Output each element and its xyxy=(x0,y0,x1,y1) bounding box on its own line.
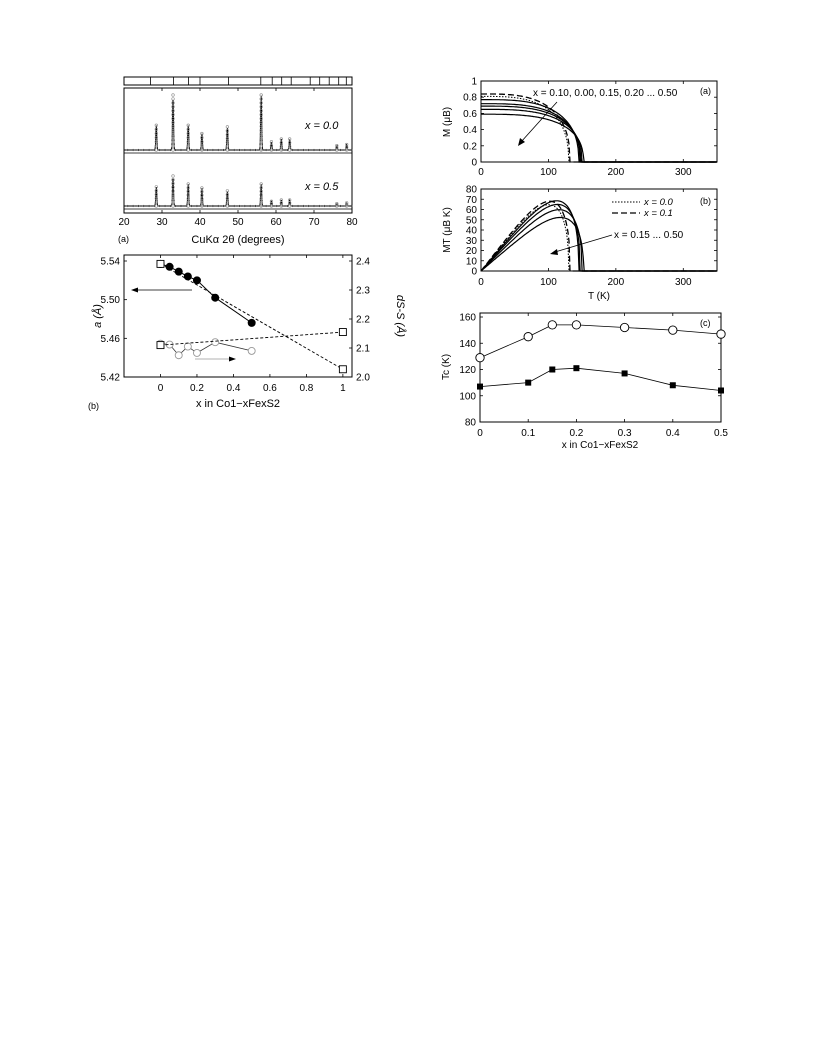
tc-point-circle xyxy=(476,353,484,361)
mag-annotation-arrow xyxy=(518,102,557,146)
lattice-series xyxy=(156,260,346,373)
lattice-y-left-tick-label: 5.46 xyxy=(100,333,120,345)
lattice-y-left-label: a (Å) xyxy=(92,304,104,328)
xrd-x-tick-label: 70 xyxy=(308,217,320,228)
tc-panel-label: (c) xyxy=(700,318,711,328)
tc-x-tick-label: 0.1 xyxy=(521,428,536,439)
xrd-observed-point xyxy=(226,126,229,129)
lattice-point-square xyxy=(339,366,346,373)
xrd-tick-strip xyxy=(124,77,352,85)
tc-guide-line-0 xyxy=(480,325,721,358)
mt-y-tick-label: 30 xyxy=(465,235,477,247)
mag-curve-6 xyxy=(481,114,717,162)
lattice-y-right-tick-label: 2.1 xyxy=(356,343,370,355)
mag-y-tick-label: 0.6 xyxy=(463,108,477,120)
xrd-observed-point xyxy=(172,94,175,97)
tc-x-tick-label: 0.4 xyxy=(665,428,680,439)
mag-x-tick-label: 100 xyxy=(540,167,557,178)
xrd-x-tick-label: 40 xyxy=(194,217,206,228)
lattice-point-dss xyxy=(175,352,182,359)
lattice-point-square xyxy=(339,329,346,336)
xrd-x-tick-label: 20 xyxy=(118,217,130,228)
tc-guide-line-1 xyxy=(480,368,721,390)
magnetization-panel xyxy=(442,77,717,179)
xrd-x-tick-label: 50 xyxy=(232,217,244,228)
tc-panel xyxy=(441,313,728,452)
xrd-x-tick-label: 80 xyxy=(346,217,358,228)
lattice-point-dss xyxy=(184,343,191,350)
mag-y-tick-label: 0.2 xyxy=(463,141,477,153)
tc-point-square xyxy=(573,365,579,371)
tc-plot-frame xyxy=(480,313,721,422)
mt-x-axis-label: T (K) xyxy=(587,291,611,302)
mag-curve-1 xyxy=(481,96,717,162)
mt-y-axis-label: MT (μB K) xyxy=(442,207,453,253)
xrd-bragg-ticks xyxy=(151,77,347,85)
lattice-ticks xyxy=(101,255,371,394)
tc-x-axis-label: x in Co1−xFexS2 xyxy=(561,440,639,451)
mt-y-tick-label: 60 xyxy=(465,205,477,216)
tc-y-tick-label: 120 xyxy=(459,365,476,376)
lattice-point-dss xyxy=(212,339,219,346)
mt-x-tick-label: 200 xyxy=(607,277,625,288)
lattice-panel xyxy=(88,255,407,411)
xrd-label-x05: x = 0.5 xyxy=(305,181,339,193)
lattice-x-tick-label: 0 xyxy=(157,383,164,394)
tc-x-tick-label: 0 xyxy=(477,428,483,439)
mt-y-tick-label: 50 xyxy=(465,215,477,227)
tc-point-square xyxy=(525,380,531,386)
xrd-panel-label: (a) xyxy=(118,234,129,244)
tc-point-square xyxy=(670,382,676,388)
arrow-right-axis xyxy=(195,357,236,362)
mt-panel-label: (b) xyxy=(700,196,711,206)
mag-y-tick-label: 0 xyxy=(471,157,477,169)
lattice-point-square xyxy=(157,260,164,267)
xrd-observed-point xyxy=(288,149,291,152)
xrd-panel xyxy=(118,77,358,246)
lattice-panel-label: (b) xyxy=(88,401,99,411)
mt-annotation: x = 0.15 ... 0.50 xyxy=(614,230,684,241)
mag-annotation: x = 0.10, 0.00, 0.15, 0.20 ... 0.50 xyxy=(533,88,678,99)
lattice-point-a xyxy=(211,294,219,302)
xrd-observed-point xyxy=(271,149,273,151)
mag-x-tick-label: 200 xyxy=(607,167,625,178)
lattice-point-a xyxy=(193,276,201,284)
mag-y-tick-label: 0.8 xyxy=(463,92,477,104)
tc-point-circle xyxy=(548,321,556,329)
xrd-observed-point xyxy=(172,98,175,101)
mt-legend xyxy=(612,197,673,219)
mag-curves xyxy=(481,94,717,162)
lattice-x-tick-label: 0.2 xyxy=(190,383,204,394)
arrow-left-axis xyxy=(131,288,192,293)
mt-y-tick-label: 20 xyxy=(465,246,477,257)
tc-point-square xyxy=(622,370,628,376)
mag-y-tick-label: 1 xyxy=(471,76,477,88)
mt-y-tick-label: 10 xyxy=(465,256,477,268)
mag-curve-5 xyxy=(481,109,717,162)
tc-series xyxy=(476,321,725,394)
tc-y-axis-label: Tc (K) xyxy=(441,353,452,381)
tc-y-tick-label: 140 xyxy=(459,338,476,350)
xrd-label-x0: x = 0.0 xyxy=(305,120,339,132)
lattice-series-line-1 xyxy=(161,342,252,355)
mt-x-tick-label: 0 xyxy=(478,277,484,288)
tc-point-circle xyxy=(717,330,725,338)
tc-y-tick-label: 80 xyxy=(464,417,476,429)
lattice-y-right-tick-label: 2.4 xyxy=(356,256,370,268)
mag-curve-2 xyxy=(481,100,717,162)
mag-y-tick-label: 0.4 xyxy=(463,125,477,137)
xrd-observed-point xyxy=(172,205,175,208)
lattice-x-tick-label: 1 xyxy=(340,383,346,394)
lattice-y-left-tick-label: 5.42 xyxy=(100,372,120,384)
lattice-y-right-tick-label: 2.2 xyxy=(356,314,370,326)
tc-point-circle xyxy=(620,323,628,331)
lattice-point-dss xyxy=(193,349,200,356)
mt-y-tick-label: 80 xyxy=(465,184,477,196)
xrd-observed-point xyxy=(172,149,175,152)
mt-x-tick-label: 300 xyxy=(674,277,692,288)
lattice-point-dss xyxy=(248,347,255,354)
lattice-x-tick-label: 0.8 xyxy=(299,383,314,394)
mt-legend-x0: x = 0.0 xyxy=(644,197,673,208)
tc-y-tick-label: 160 xyxy=(459,312,476,324)
tc-point-circle xyxy=(524,332,532,340)
tc-x-tick-label: 0.2 xyxy=(569,428,584,439)
lattice-series-line-3 xyxy=(161,332,343,345)
tc-point-square xyxy=(549,367,555,373)
lattice-y-left-tick-label: 5.54 xyxy=(100,256,120,268)
lattice-x-tick-label: 0.6 xyxy=(262,383,277,394)
xrd-observed-point xyxy=(172,175,175,178)
xrd-x-axis-label: CuKα 2θ (degrees) xyxy=(191,234,285,246)
mt-panel xyxy=(442,185,717,303)
lattice-series-line-0 xyxy=(161,264,252,323)
tc-y-tick-label: 100 xyxy=(459,391,476,403)
tc-point-circle xyxy=(572,321,580,329)
tc-point-square xyxy=(718,388,724,394)
tc-point-circle xyxy=(669,326,677,334)
mag-x-tick-label: 0 xyxy=(478,167,484,178)
lattice-point-square xyxy=(157,342,164,349)
mag-panel-label: (a) xyxy=(700,86,711,96)
mt-y-tick-label: 70 xyxy=(465,194,477,206)
xrd-x-tick-label: 60 xyxy=(270,217,282,228)
xrd-observed-point xyxy=(271,205,273,207)
tc-point-square xyxy=(477,384,483,390)
mag-y-axis-label: M (μB) xyxy=(442,106,453,138)
lattice-y-right-tick-label: 2.0 xyxy=(356,372,370,384)
tc-x-tick-label: 0.3 xyxy=(617,428,632,439)
mt-curve-5 xyxy=(481,218,717,272)
mag-curve-3 xyxy=(481,104,717,162)
lattice-point-a xyxy=(248,319,256,327)
mag-x-tick-label: 300 xyxy=(674,167,692,178)
lattice-x-axis-label: x in Co1−xFexS2 xyxy=(195,398,281,410)
lattice-y-right-label: dS-S (Å) xyxy=(394,294,406,338)
mt-legend-x01: x = 0.1 xyxy=(644,208,673,219)
lattice-y-left-tick-label: 5.50 xyxy=(100,295,120,307)
mt-y-tick-label: 40 xyxy=(465,225,477,237)
lattice-x-tick-label: 0.4 xyxy=(226,383,241,394)
xrd-x-tick-label: 30 xyxy=(156,217,168,228)
mt-y-tick-label: 0 xyxy=(471,266,477,278)
mt-x-tick-label: 100 xyxy=(540,277,557,288)
lattice-plot-frame xyxy=(124,255,352,377)
tc-x-tick-label: 0.5 xyxy=(714,428,728,439)
lattice-y-right-tick-label: 2.3 xyxy=(356,285,370,297)
